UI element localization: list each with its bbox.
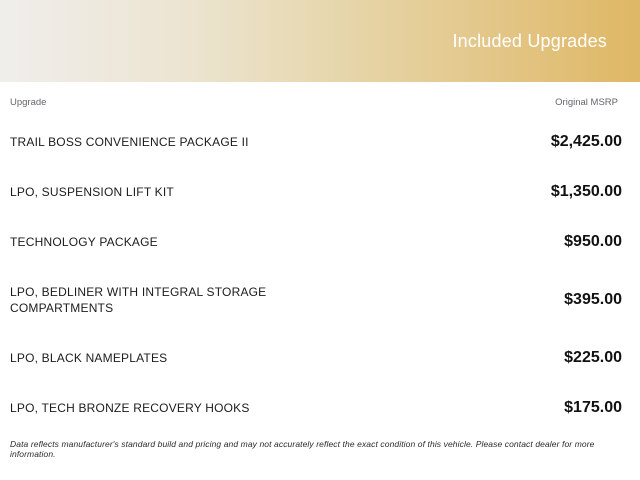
table-row	[0, 217, 640, 267]
table-row	[0, 117, 640, 167]
upgrade-name: LPO, TECH BRONZE RECOVERY HOOKS	[10, 401, 250, 415]
upgrade-name: TECHNOLOGY PACKAGE	[10, 235, 158, 249]
table-row	[0, 267, 640, 333]
header-banner	[0, 0, 640, 82]
upgrade-price: $2,425.00	[550, 133, 622, 150]
upgrade-price: $395.00	[564, 291, 622, 308]
table-row	[0, 383, 640, 433]
page-title: Included Upgrades	[452, 30, 607, 51]
upgrade-name: LPO, SUSPENSION LIFT KIT	[10, 185, 174, 199]
upgrade-price: $175.00	[564, 399, 622, 416]
table-column-header	[0, 82, 640, 117]
upgrade-name: TRAIL BOSS CONVENIENCE PACKAGE II	[10, 135, 249, 149]
column-header-msrp: Original MSRP	[555, 97, 618, 108]
disclaimer-text: Data reflects manufacturer's standard build and pricing and may not accurately reflect the exact condition of this vehicle. Please contact dealer for more information.	[10, 439, 595, 459]
upgrade-price: $1,350.00	[550, 183, 622, 200]
upgrade-name: LPO, BEDLINER WITH INTEGRAL STORAGE COMPARTMENTS	[10, 285, 267, 315]
column-header-upgrade: Upgrade	[10, 97, 47, 108]
upgrade-name: LPO, BLACK NAMEPLATES	[10, 351, 168, 365]
upgrade-price: $225.00	[564, 349, 622, 366]
table-row	[0, 333, 640, 383]
upgrade-price: $950.00	[564, 233, 622, 250]
upgrades-list	[0, 117, 640, 433]
table-row	[0, 167, 640, 217]
